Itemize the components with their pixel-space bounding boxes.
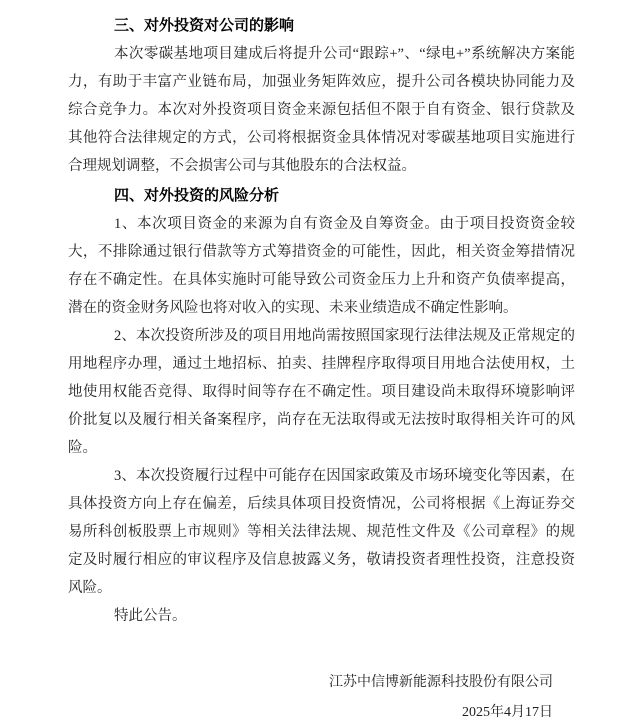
paragraph-risk-2: 2、本次投资所涉及的项目用地尚需按照国家现行法律法规及正常规定的用地程序办理，通过土地招标、拍卖、挂牌程序取得项目用地合法使用权，土地使用权能否竞得、取得时间等存在不确定性。项目建设尚未取得环境影响评价批复以及履行相关备案程序，尚存在无法取得或无法按时取得相关许可的风险。 (68, 328, 575, 456)
section-heading-risk-analysis: 四、对外投资的风险分析 (114, 188, 280, 204)
paragraph-risk-3: 3、本次投资履行过程中可能存在因国家政策及市场环境变化等因素，在具体投资方向上存在偏差，后续具体项目投资情况，公司将根据《上海证券交易所科创板股票上市规则》等相关法律法规、规范性文件及《公司章程》的规定及时履行相应的审议程序及信息披露义务，敬请投资者理性投资，注意投资风险。 (68, 468, 575, 596)
announcement-date: 2025年4月17日 (462, 705, 553, 720)
closing-statement: 特此公告。 (114, 608, 187, 624)
paragraph-impact-1: 本次零碳基地项目建成后将提升公司“跟踪+”、“绿电+”系统解决方案能力，有助于丰富产业链布局，加强业务矩阵效应，提升公司各模块协同能力及综合竞争力。本次对外投资项目资金来源包括但不限于自有资金、银行贷款及其他符合法律规定的方式，公司将根据资金具体情况对零碳基地项目实施进行合理规划调整，不会损害公司与其他股东的合法权益。 (68, 46, 575, 174)
section-heading-investment-impact: 三、对外投资对公司的影响 (114, 18, 295, 34)
paragraph-risk-1: 1、本次项目资金的来源为自有资金及自筹资金。由于项目投资资金较大，不排除通过银行借款等方式筹措资金的可能性，因此，相关资金筹措情况存在不确定性。在具体实施时可能导致公司资金压力上升和资产负债率提高，潜在的资金财务风险也将对收入的实现、未来业绩造成不确定性影响。 (68, 216, 575, 316)
signature-block (68, 668, 575, 728)
company-name: 江苏中信博新能源科技股份有限公司 (329, 675, 553, 690)
document-body (68, 10, 575, 728)
